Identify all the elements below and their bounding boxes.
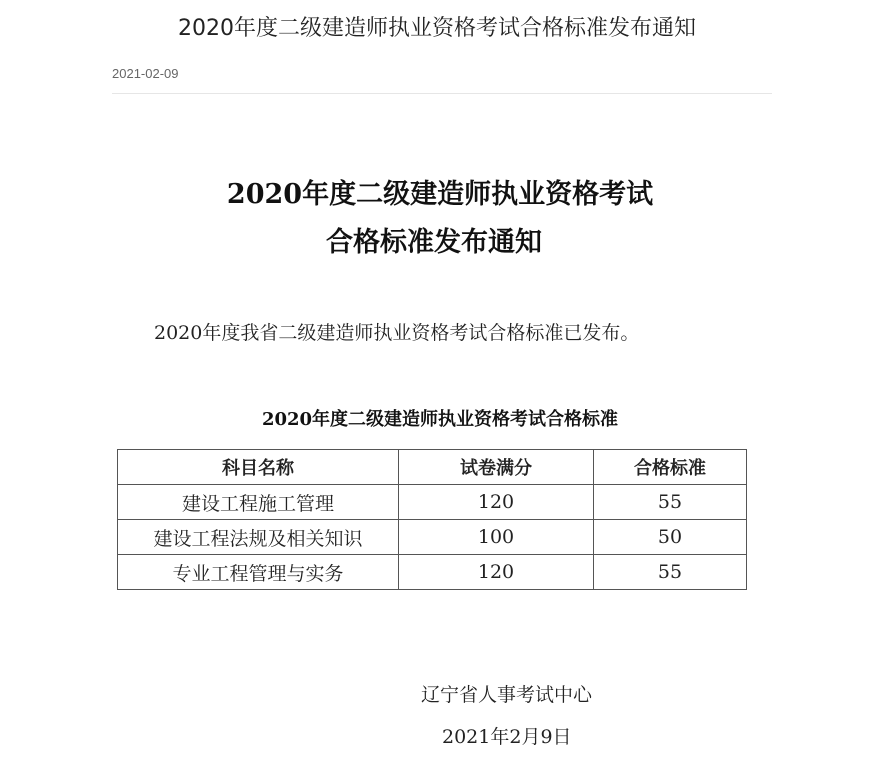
issue-date: 2021年2月9日 — [442, 726, 572, 748]
passing-score-cell: 55 — [594, 555, 747, 590]
passing-standards-table — [117, 449, 747, 590]
full-score-cell: 120 — [399, 555, 594, 590]
header-divider — [112, 93, 772, 94]
table-title: 2020年度二级建造师执业资格考试合格标准 — [261, 409, 619, 430]
page-title: 2020年度二级建造师执业资格考试合格标准发布通知 — [178, 16, 696, 41]
subject-cell: 建设工程施工管理 — [118, 485, 399, 520]
subject-cell: 专业工程管理与实务 — [118, 555, 399, 590]
document-title-line-2: 合格标准发布通知 — [326, 227, 542, 258]
table-row — [118, 555, 747, 590]
intro-paragraph: 2020年度我省二级建造师执业资格考试合格标准已发布。 — [154, 322, 640, 344]
issuer-name: 辽宁省人事考试中心 — [421, 684, 593, 706]
header-passing-score: 合格标准 — [594, 450, 747, 485]
passing-score-cell: 55 — [594, 485, 747, 520]
full-score-cell: 100 — [399, 520, 594, 555]
document-title-line-1: 2020年度二级建造师执业资格考试 — [226, 179, 654, 210]
header-subject: 科目名称 — [118, 450, 399, 485]
table-row — [118, 520, 747, 555]
passing-score-cell: 50 — [594, 520, 747, 555]
full-score-cell: 120 — [399, 485, 594, 520]
subject-cell: 建设工程法规及相关知识 — [118, 520, 399, 555]
table-row — [118, 485, 747, 520]
publish-date: 2021-02-09 — [112, 66, 179, 81]
table-header-row — [118, 450, 747, 485]
header-full-score: 试卷满分 — [399, 450, 594, 485]
